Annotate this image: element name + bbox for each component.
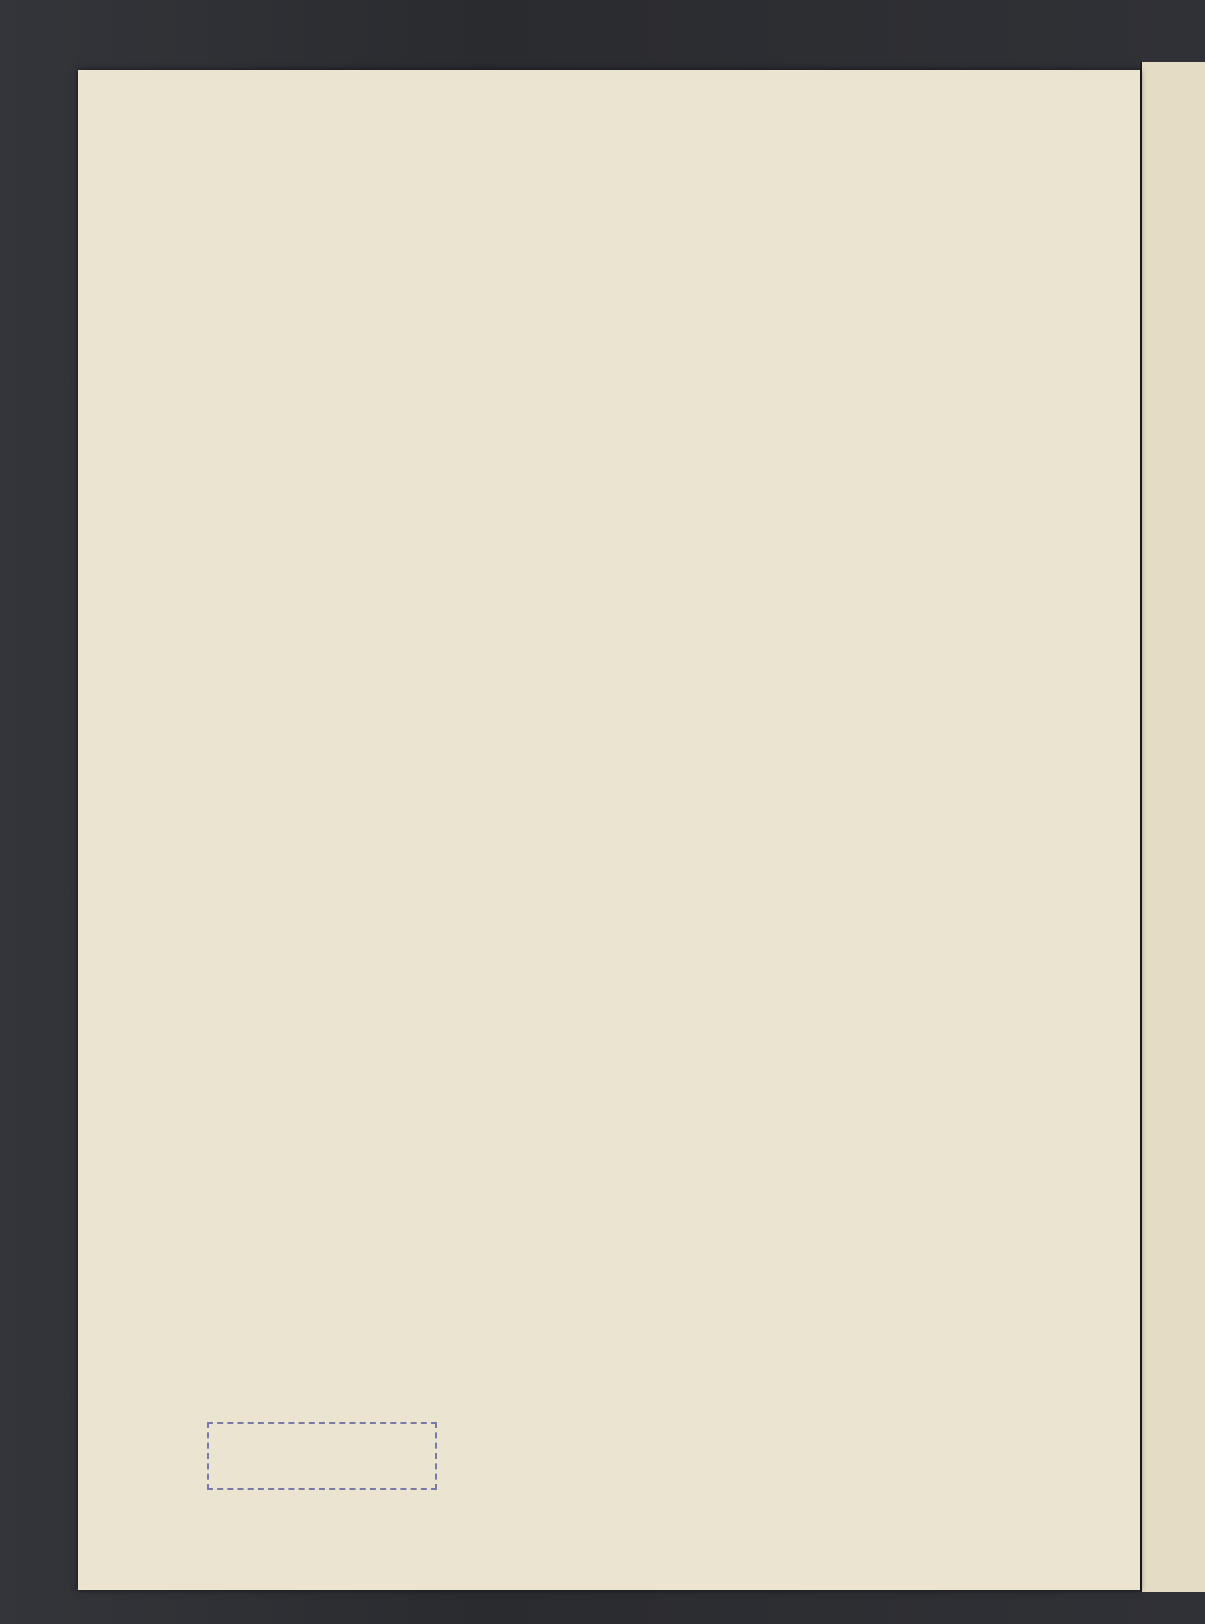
adjacent-page <box>1140 62 1205 1592</box>
ledger-page <box>78 70 1140 1590</box>
library-stamp <box>207 1422 437 1490</box>
